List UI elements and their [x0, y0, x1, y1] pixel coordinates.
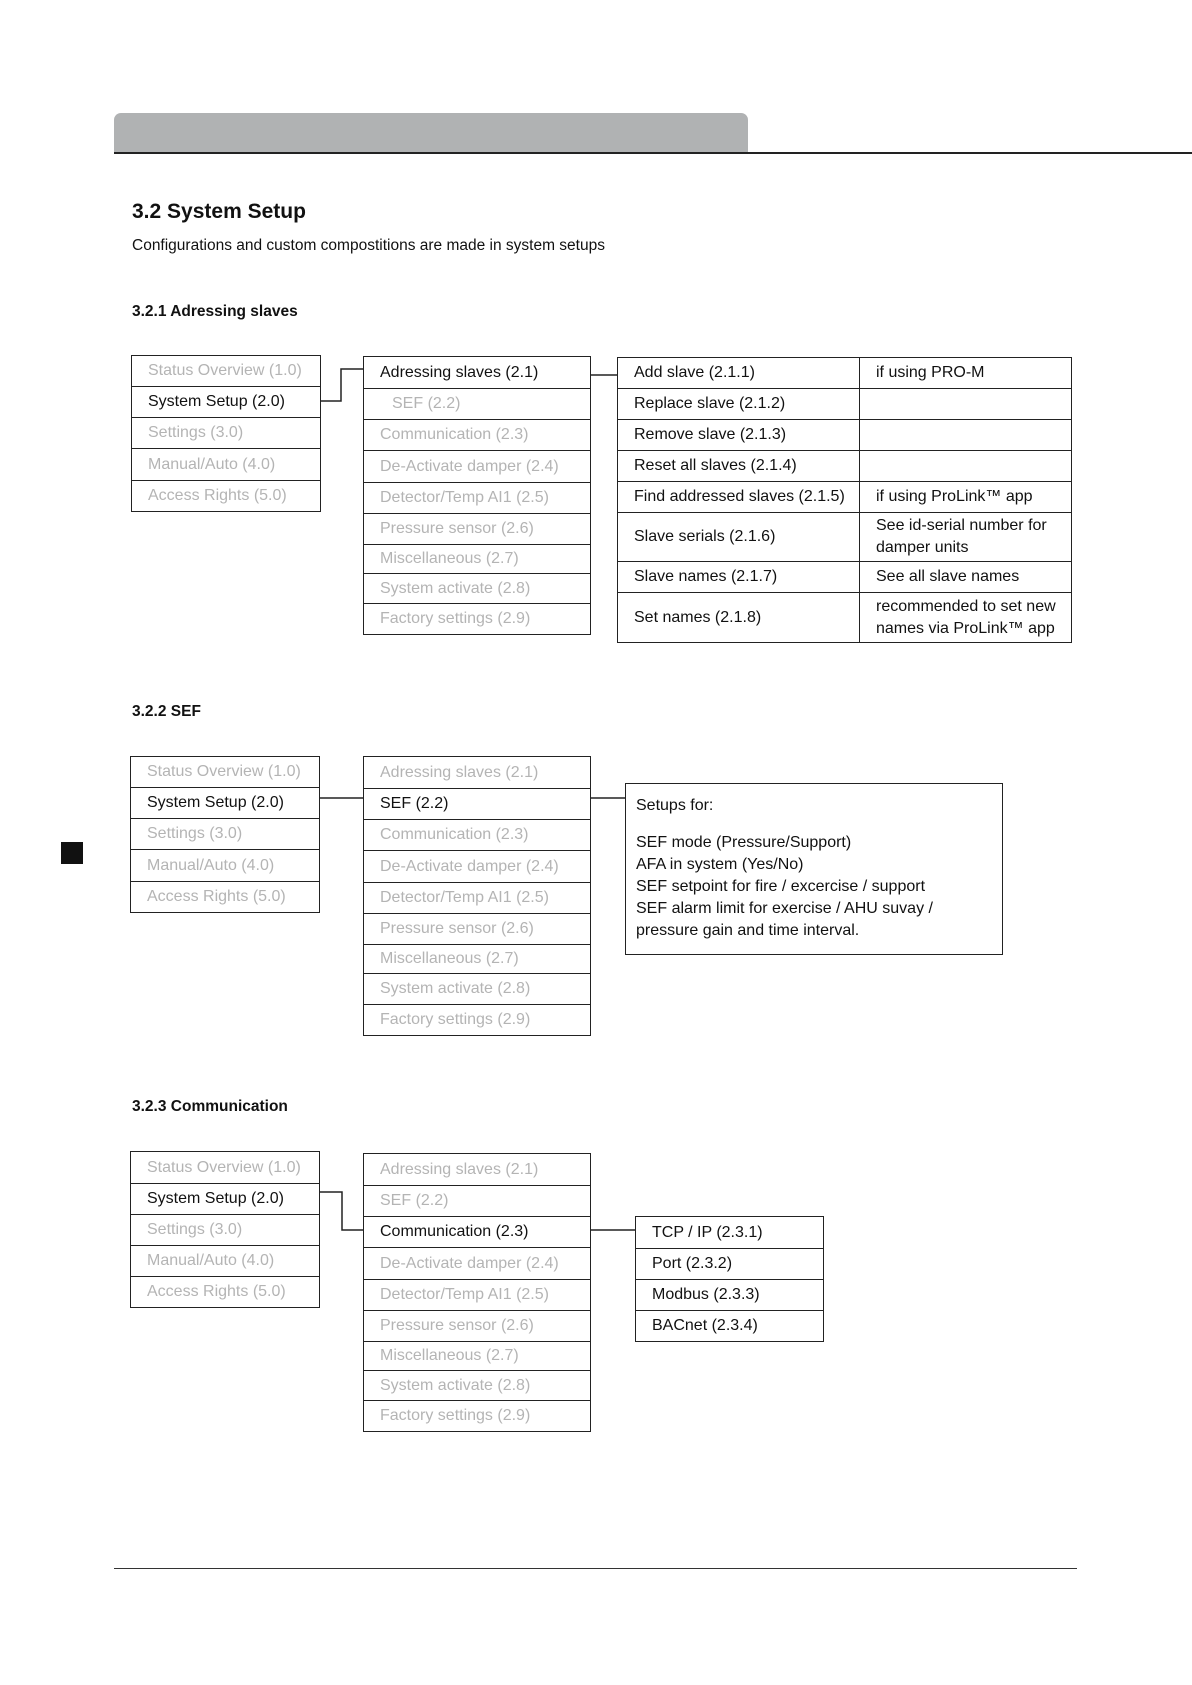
setup-item-misc[interactable]: Miscellaneous (2.7) — [364, 1341, 590, 1370]
setup-item-addressing[interactable]: Adressing slaves (2.1) — [380, 363, 539, 381]
setup-item-activate[interactable]: System activate (2.8) — [364, 1370, 590, 1400]
setup-menu — [363, 1153, 591, 1432]
setup-item-factory[interactable]: Factory settings (2.9) — [364, 1004, 590, 1035]
setup-item-misc[interactable]: Miscellaneous (2.7) — [364, 944, 590, 973]
section-title-communication: 3.2.3 Communication — [132, 1098, 288, 1115]
menu-item-settings[interactable]: Settings (3.0) — [131, 818, 319, 849]
setup-item-addressing[interactable]: Adressing slaves (2.1) — [380, 763, 539, 781]
setup-item-factory[interactable]: Factory settings (2.9) — [364, 603, 590, 634]
setup-item-detector[interactable]: Detector/Temp AI1 (2.5) — [364, 482, 590, 513]
menu-item-manual-auto[interactable]: Manual/Auto (4.0) — [131, 1245, 319, 1276]
menu-item-system-setup[interactable]: System Setup (2.0) — [131, 1183, 319, 1214]
setup-item-factory[interactable]: Factory settings (2.9) — [364, 1400, 590, 1431]
submenu-note: See id-serial number for damper units — [860, 513, 1072, 562]
menu-item-access-rights[interactable]: Access Rights (5.0) — [132, 480, 320, 511]
submenu-note: if using PRO-M — [860, 358, 1072, 389]
submenu-item[interactable]: Slave names (2.1.7) — [618, 562, 860, 593]
setup-item-addressing[interactable]: Adressing slaves (2.1) — [380, 1160, 539, 1178]
menu-item-access-rights[interactable]: Access Rights (5.0) — [131, 881, 319, 912]
submenu-item[interactable]: Replace slave (2.1.2) — [618, 389, 860, 420]
sef-setups-title: Setups for: — [636, 797, 714, 814]
submenu-note: if using ProLink™ app — [860, 482, 1072, 513]
setup-item-activate[interactable]: System activate (2.8) — [364, 973, 590, 1004]
setup-item-sef[interactable]: SEF (2.2) — [364, 788, 590, 819]
sef-setup-line: AFA in system (Yes/No) — [636, 856, 804, 873]
setup-item-misc[interactable]: Miscellaneous (2.7) — [364, 544, 590, 573]
sef-setup-line: SEF mode (Pressure/Support) — [636, 834, 852, 851]
submenu-item[interactable]: Find addressed slaves (2.1.5) — [618, 482, 860, 513]
menu-item-access-rights[interactable]: Access Rights (5.0) — [131, 1276, 319, 1307]
comm-item-port[interactable]: Port (2.3.2) — [636, 1248, 823, 1279]
menu-item-settings[interactable]: Settings (3.0) — [131, 1214, 319, 1245]
menu-item-system-setup[interactable]: System Setup (2.0) — [132, 386, 320, 417]
submenu-item[interactable]: Slave serials (2.1.6) — [618, 513, 860, 562]
setup-item-detector[interactable]: Detector/Temp AI1 (2.5) — [364, 882, 590, 913]
comm-item-modbus[interactable]: Modbus (2.3.3) — [636, 1279, 823, 1310]
menu-item-status[interactable]: Status Overview (1.0) — [148, 362, 302, 379]
submenu-item[interactable]: Set names (2.1.8) — [618, 593, 860, 643]
submenu-note: recommended to set new names via ProLink™ app — [860, 593, 1072, 643]
setup-item-deactivate[interactable]: De-Activate damper (2.4) — [364, 450, 590, 482]
setup-item-communication[interactable]: Communication (2.3) — [364, 419, 590, 450]
setup-item-pressure[interactable]: Pressure sensor (2.6) — [364, 1310, 590, 1341]
setup-item-activate[interactable]: System activate (2.8) — [364, 573, 590, 603]
menu-item-manual-auto[interactable]: Manual/Auto (4.0) — [131, 849, 319, 881]
comm-item-bacnet[interactable]: BACnet (2.3.4) — [636, 1310, 823, 1341]
menu-item-status[interactable]: Status Overview (1.0) — [147, 1158, 301, 1176]
menu-item-settings[interactable]: Settings (3.0) — [132, 417, 320, 448]
setup-item-communication[interactable]: Communication (2.3) — [364, 819, 590, 850]
menu-item-manual-auto[interactable]: Manual/Auto (4.0) — [132, 448, 320, 480]
setup-item-pressure[interactable]: Pressure sensor (2.6) — [364, 913, 590, 944]
comm-item-tcpip[interactable]: TCP / IP (2.3.1) — [652, 1223, 763, 1241]
setup-item-pressure[interactable]: Pressure sensor (2.6) — [364, 513, 590, 544]
footer-rule — [114, 1568, 1077, 1569]
submenu-item[interactable]: Remove slave (2.1.3) — [618, 420, 860, 451]
sef-setup-line: SEF setpoint for fire / excercise / support — [636, 878, 926, 895]
setup-item-detector[interactable]: Detector/Temp AI1 (2.5) — [364, 1279, 590, 1310]
sef-setup-line: SEF alarm limit for exercise / AHU suvay / pressure gain and time interval. — [636, 900, 933, 939]
section-title-addressing: 3.2.1 Adressing slaves — [132, 303, 298, 320]
setup-item-deactivate[interactable]: De-Activate damper (2.4) — [364, 1247, 590, 1279]
submenu-item[interactable]: Add slave (2.1.1) — [618, 358, 860, 389]
page-title: 3.2 System Setup — [132, 200, 306, 223]
section-title-sef: 3.2.2 SEF — [132, 703, 201, 720]
communication-submenu — [635, 1216, 824, 1342]
setup-item-communication[interactable]: Communication (2.3) — [364, 1216, 590, 1247]
menu-item-system-setup[interactable]: System Setup (2.0) — [131, 787, 319, 818]
setup-item-sef[interactable]: SEF (2.2) — [364, 1185, 590, 1216]
intro-text: Configurations and custom compostitions are made in system setups — [132, 237, 605, 254]
setup-item-sef[interactable]: SEF (2.2) — [364, 388, 590, 419]
menu-item-status[interactable]: Status Overview (1.0) — [147, 763, 301, 780]
submenu-item[interactable]: Reset all slaves (2.1.4) — [618, 451, 860, 482]
setup-item-deactivate[interactable]: De-Activate damper (2.4) — [364, 850, 590, 882]
submenu-note: See all slave names — [860, 562, 1072, 593]
